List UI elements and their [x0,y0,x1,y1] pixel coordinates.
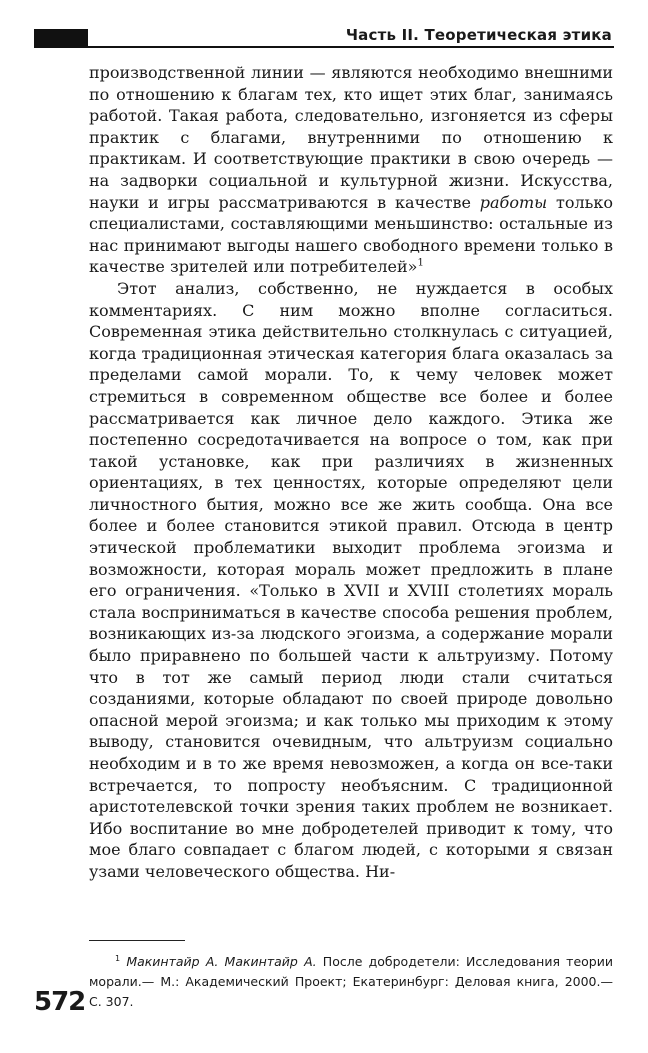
footnote-author: Макинтайр А. Макинтайр А. [126,954,317,969]
paragraph-1 [89,62,613,278]
header-rule [34,46,614,48]
paragraph-1-text-before: производственной линии — являются необходимо внешними по отношению к благам тех, кто ищет этих благ, занимаясь работой. Такая работа, следовательно, изгоняется из сферы практик с благами, внутренними по отношению к практикам. И соответствующие практики в свою очередь — на задворки социальной и культурной жизни. Искусства, науки и игры рассматриваются в качестве [89,63,613,212]
paragraph-1-text-after: только специалистами, составляющими меньшинство: остальные из нас принимают выгоды нашего свободного времени только в качестве зрителей или потребителей» [89,192,613,277]
running-header [34,25,614,49]
main-text [89,62,613,883]
footnote-rule [89,940,185,941]
page-number: 572 [34,987,86,1017]
paragraph-2: Этот анализ, собственно, не нуждается в особых комментариях. С ним можно вполне согласиться. Современная этика действительно столкнулась с ситуацией, когда традиционная этическая категория блага оказалась за пределами самой морали. То, к чему человек может стремиться в современном обществе все более и более рассматривается как личное дело каждого. Этика же постепенно сосредотачивается на вопросе о том, как при такой установке, как при различиях в жизненных ориентациях, в тех ценностях, которые определяют цели личностного бытия, можно все же жить сообща. Она все более и более становится этикой правил. Отсюда в центр этической проблематики выходит проблема эгоизма и возможности, которая мораль может предложить в плане его ограничения. «Только в XVII и XVIII столетиях мораль стала восприниматься в качестве способа решения проблем, возникающих из-за людского эгоизма, а содержание морали было приравнено по большей части к альтруизму. Потому что в тот же самый период люди стали считаться созданиями, которые обладают по своей природе довольно опасной мерой эгоизма; и как только мы приходим к этому выводу, становится очевидным, что альтруизм социально необходим и в то же время невозможен, а когда он все-таки встречается, то попросту необъясним. С традиционной аристотелевской точки зрения таких проблем не возникает. Ибо воспитание во мне добродетелей приводит к тому, что мое благо совпадает с благом людей, с которыми я связан узами человеческого общества. Ни- [89,278,613,881]
footnote-text: После добродетели: Исследования теории морали.— М.: Академический Проект; Екатеринбург: Деловая книга, 2000.— С. 307. [89,954,613,1009]
header-black-bar [34,29,88,46]
footnote-reference: 1 [417,258,424,270]
footnote-number: 1 [115,953,121,963]
running-title: Часть II. Теоретическая этика [345,26,612,44]
footnote [89,952,613,1012]
paragraph-1-italic-word: работы [479,192,548,212]
